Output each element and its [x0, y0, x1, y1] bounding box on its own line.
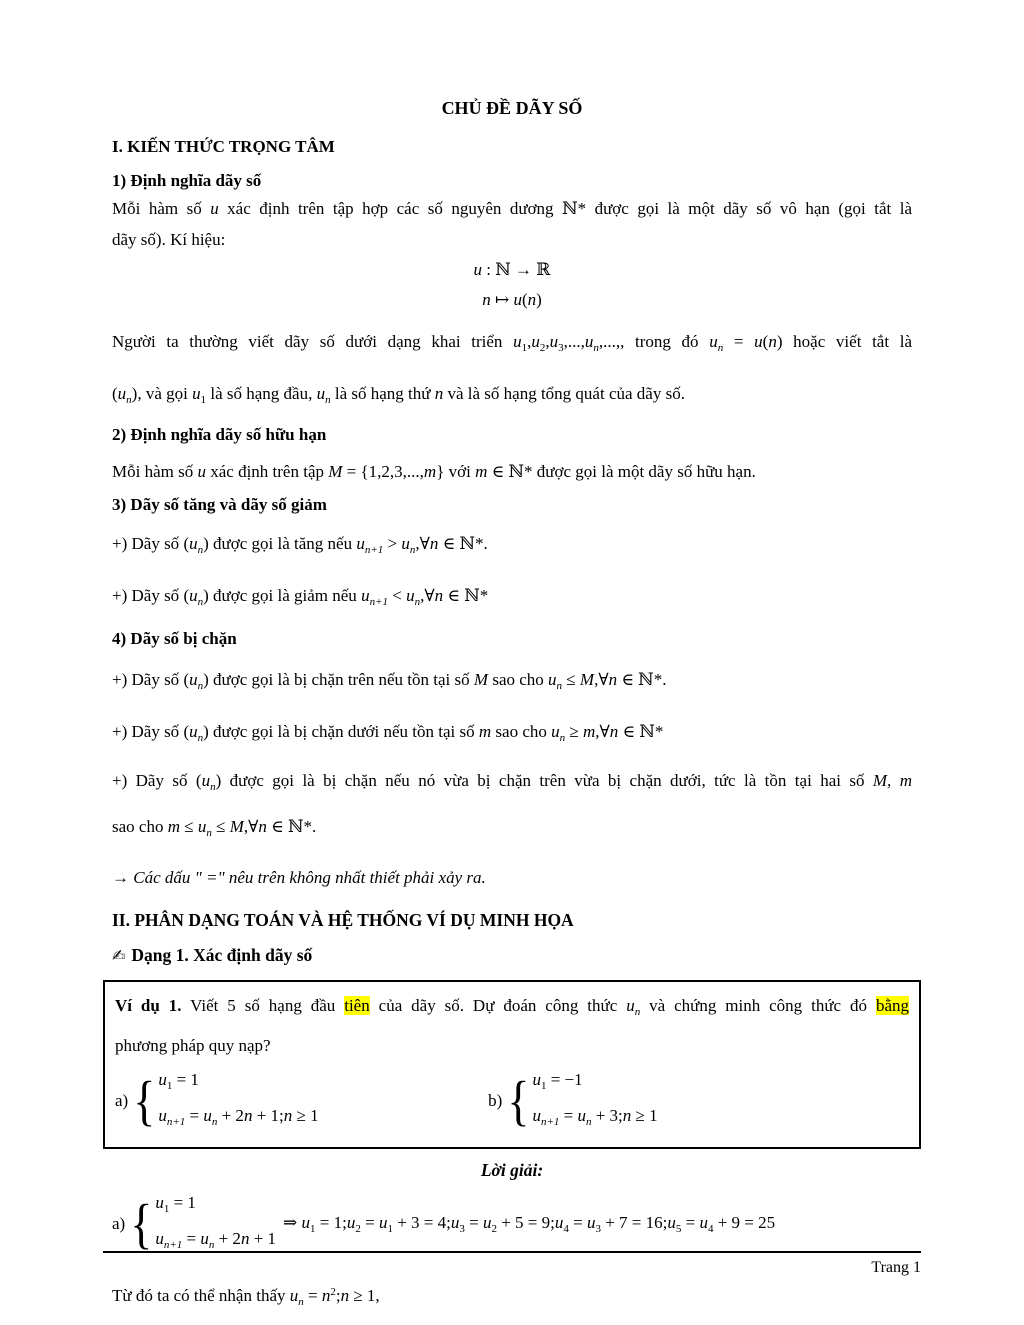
solution-part-a	[112, 1188, 912, 1260]
writing-hand-icon: ✍	[112, 946, 126, 965]
section-ii-heading: II. PHÂN DẠNG TOÁN VÀ HỆ THỐNG VÍ DỤ MINH HỌA	[112, 910, 574, 930]
def-2-paragraph: Mỗi hàm số u xác định trên tập M = {1,2,3,...,m} với m ∈ ℕ* được gọi là một dãy số hữu hạn.	[112, 462, 756, 481]
solution-a-label: a)	[112, 1214, 126, 1233]
def-3-bullet-1: +) Dãy số $(u_n)$ được gọi là tăng nếu $u_{n+1}$ > $u_n,\forall n$ ∈ ℕ*.	[112, 534, 488, 556]
example-1-question-line: phương pháp quy nạp?	[115, 1036, 271, 1055]
def-4-heading: 4) Dãy số bị chặn	[112, 629, 237, 648]
page-footer	[103, 1251, 921, 1278]
note-remark: → Các dấu " =" nêu trên không nhất thiết phải xảy ra.	[112, 868, 486, 887]
system-b-equation-1: $u_1 = -1$	[532, 1070, 583, 1092]
solution-title: Lời giải:	[480, 1160, 544, 1180]
left-brace-b: {	[507, 1069, 530, 1131]
def-3-heading: 3) Dãy số tăng và dãy số giảm	[112, 495, 327, 514]
example-1-intro: Ví dụ 1. Viết 5 số hạng đầu tiên của dãy số. Dự đoán công thức $u_n$ và chứng minh công thức đó bằng	[115, 996, 909, 1018]
def-1-heading: 1) Định nghĩa dãy số	[112, 171, 262, 190]
system-a-equation-1: $u_1 = 1$	[158, 1070, 199, 1092]
system-b-equations	[532, 1065, 657, 1137]
example-1-systems	[115, 1065, 909, 1137]
example-1-box	[103, 980, 921, 1149]
def-1-paragraph-2-line-1: Người ta thường viết dãy số dưới dạng khai triển $u_1,u_2,u_3,...,u_n$,...,, trong đó $u_n = u(n)$ hoặc viết tắt là	[112, 332, 913, 354]
system-a	[115, 1065, 488, 1137]
solution-equation-2: $u_{n+1} = u_n + 2n + 1$	[155, 1229, 277, 1251]
def-4-bullet-3-line-1: +) Dãy số $(u_n)$ được gọi là bị chặn nếu nó vừa bị chặn trên vừa bị chặn dưới, tức là tồn tại hai số M, m	[112, 771, 912, 793]
page-number: Trang 1	[871, 1259, 921, 1276]
def-4-bullet-3-line-2: sao cho $m \le u_n$ ≤ M,∀n ∈ ℕ*.	[112, 817, 317, 839]
left-brace-a: {	[133, 1069, 156, 1131]
solution-system-equations	[155, 1188, 276, 1260]
solution-equation-1: $u_1 = 1$	[155, 1193, 196, 1215]
document-title: CHỦ ĐỀ DÃY SỐ	[441, 98, 583, 118]
dang-1-heading	[112, 941, 912, 970]
system-b-equation-2: $u_{n+1} = u_n$ + 3;n ≥ 1	[532, 1106, 658, 1128]
document-content	[112, 0, 912, 1322]
solution-conclusion: Từ đó ta có thể nhận thấy $u_n$ = $n^2;n \ge 1$,	[112, 1286, 380, 1308]
def-4-bullet-1: +) Dãy số $(u_n)$ được gọi là bị chặn trên nếu tồn tại số M sao cho $u_n$ ≤ M,∀n ∈ ℕ*.	[112, 670, 667, 692]
solution-chain: ⇒ $u_1$ = $1;u_2 = u_1 + 3$ = $4;u_3 = u_2 + 5$ = $9;u_4 = u_3 + 7$ = $16;u_5 = u_4 + 9 = 25$	[283, 1213, 776, 1235]
dang-1-label: Dạng 1. Xác định dãy số	[131, 945, 313, 965]
def-4-bullet-2: +) Dãy số $(u_n)$ được gọi là bị chặn dưới nếu tồn tại số m sao cho $u_n$ ≥ m,∀n ∈ ℕ*	[112, 722, 664, 744]
system-a-label: a)	[115, 1091, 129, 1110]
def-3-bullet-2: +) Dãy số $(u_n)$ được gọi là giảm nếu $u_{n+1}$ < $u_n,\forall n$ ∈ ℕ*	[112, 586, 489, 608]
system-a-equation-2: $u_{n+1} = u_n + 2n$ + 1;n ≥ 1	[158, 1106, 319, 1128]
display-math-line-1: u : ℕ → ℝ	[473, 260, 551, 279]
system-b-label: b)	[488, 1091, 503, 1110]
left-brace-solution: {	[130, 1192, 153, 1254]
section-i-heading: I. KIẾN THỨC TRỌNG TÂM	[112, 137, 335, 156]
def-1-paragraph-2-line-2: $(u_n)$, và gọi $u_1$ là số hạng đầu, $u_n$ là số hạng thứ n và là số hạng tổng quát của dãy số.	[112, 384, 685, 406]
system-b	[488, 1065, 909, 1137]
def-2-heading: 2) Định nghĩa dãy số hữu hạn	[112, 425, 327, 444]
def-1-paragraph-line-1: Mỗi hàm số u xác định trên tập hợp các số nguyên dương ℕ* được gọi là một dãy số vô hạn (gọi tắt là	[112, 199, 912, 218]
display-math-line-2: n ↦ u(n)	[482, 290, 542, 309]
def-1-paragraph-line-2: dãy số). Kí hiệu:	[112, 230, 226, 249]
system-a-equations	[158, 1065, 318, 1137]
